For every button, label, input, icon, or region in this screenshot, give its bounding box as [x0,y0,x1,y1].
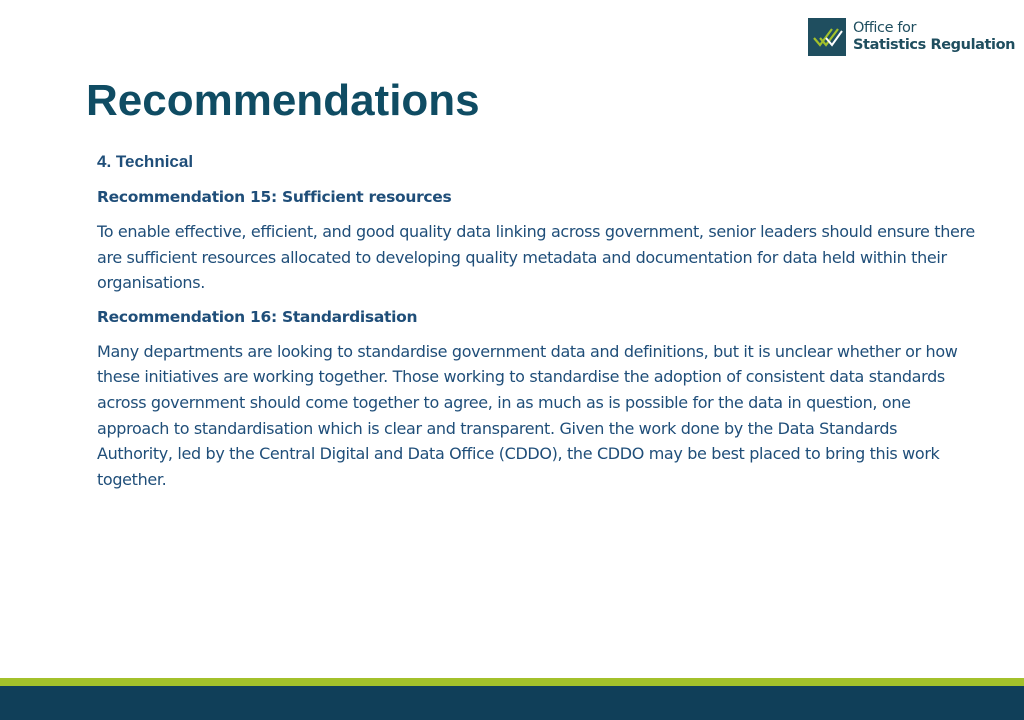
osr-logo [808,18,1015,56]
logo-line-2: Statistics Regulation [853,37,1016,53]
recommendation-16-heading: Recommendation 16: Standardisation [97,307,418,326]
recommendation-15-body: To enable effective, efficient, and good quality data linking across government, senior leaders should ensure there are sufficient resources allocated to developing quality metadata and documentation for data held within their organisations. [97,222,975,293]
content-area [97,150,977,502]
checkmarks-icon [808,18,846,56]
logo-line-1: Office for [853,20,917,36]
section-heading: 4. Technical [97,152,194,171]
recommendation-15-heading: Recommendation 15: Sufficient resources [97,188,452,206]
footer-navy-band [0,686,1024,720]
footer-green-band [0,678,1024,686]
logo-text [853,20,1015,54]
page-title: Recommendations [86,76,480,125]
recommendation-16-body: Many departments are looking to standardise government data and definitions, but it is unclear whether or how these initiatives are working together. Those working to standardise the adoption of consistent data standards across government should come together to agree, in as much as is possible for the data in question, one approach to standardisation which is clear and transparent. Given the work done by the Data Standards Authority, led by the Central Digital and Data Office (CDDO), the CDDO may be best placed to bring this work together. [97,341,958,489]
